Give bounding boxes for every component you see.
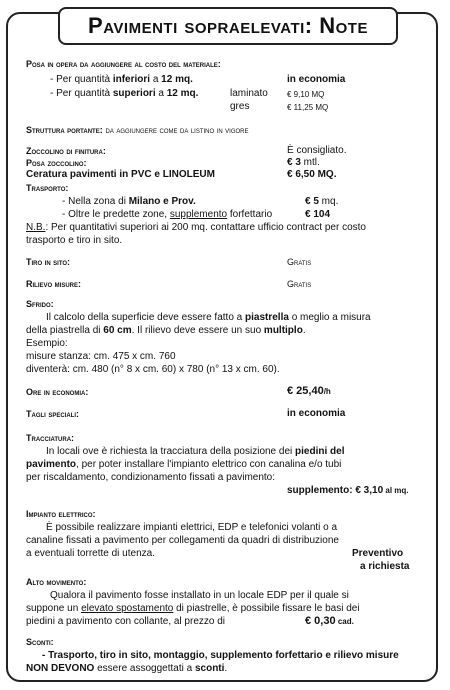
trasporto-line-2-post: forfettario <box>227 209 273 220</box>
struttura-heading: Struttura portante: <box>26 125 103 135</box>
sconti-line-2-post: . <box>224 663 228 674</box>
sfrido-line-3: Esempio: <box>26 338 68 349</box>
impianto-line-1: È possibile realizzare impianti elettrici, EDP e telefonici volanti o a <box>46 522 338 533</box>
posa-line-2-bold: superiori <box>112 88 156 99</box>
tagli-label: Tagli speciali: <box>26 409 79 419</box>
alto-price: € 0,30 <box>305 615 336 627</box>
tracciatura-line-1-bold: piedini del <box>295 446 345 457</box>
impianto-line-2: canaline fissati a pavimento per collegamenti da quadri di distribuzione <box>26 535 339 546</box>
posa-line-1 <box>50 74 193 86</box>
posa-zoccolino-value <box>287 157 320 169</box>
page-title: Pavimenti sopraelevati: Note <box>88 13 368 38</box>
sfrido-line-2-pre: della piastrella di <box>26 325 104 336</box>
title-box <box>58 7 398 45</box>
alto-line-2-underline: elevato spostamento <box>81 603 174 614</box>
sconti-line-2-bold: NON DEVONO <box>26 663 95 674</box>
tiro-value: Gratis <box>287 257 312 267</box>
trasporto-line-1-pre: - Nella zona di <box>62 196 129 207</box>
struttura-line <box>26 124 249 137</box>
tiro-label: Tiro in sito: <box>26 257 71 267</box>
tracciatura-heading: Tracciatura: <box>26 433 75 443</box>
zoccolino-label: Zoccolino di finitura: <box>26 146 106 156</box>
sfrido-line-4: misure stanza: cm. 475 x cm. 760 <box>26 351 176 362</box>
sfrido-line-5: diventerà: cm. 480 (n° 8 x cm. 60) x 780 (n° 13 x cm. 60). <box>26 364 280 375</box>
zoccolino-value: È consigliato. <box>287 145 347 156</box>
sfrido-line-2-post: . <box>302 325 306 336</box>
tracciatura-supp-unit: al mq. <box>383 486 409 495</box>
sfrido-line-1-pre: Il calcolo della superficie deve essere fatto a <box>46 312 245 323</box>
posa-line-1-pre: - Per quantità <box>50 74 113 85</box>
trasporto-line-1 <box>62 196 196 208</box>
struttura-text: da aggiungere come da listino in vigore <box>105 125 249 135</box>
rilievo-label: Rilievo misure: <box>26 279 82 289</box>
alto-line-2 <box>26 603 360 615</box>
trasporto-line-2-value: € 104 <box>305 209 331 220</box>
alto-line-1: Qualora il pavimento fosse installato in un locale EDP per il quale si <box>50 590 349 601</box>
posa-zoccolino-unit: mtl. <box>300 157 320 168</box>
trasporto-nb-2: trasporto e tiro in sito. <box>26 235 123 246</box>
sconti-heading: Sconti: <box>26 637 54 647</box>
trasporto-line-2 <box>62 209 272 221</box>
posa-gres-label: gres <box>230 101 250 112</box>
trasporto-line-2-pre: - Oltre le predette zone, <box>62 209 170 220</box>
trasporto-line-1-value <box>305 196 338 208</box>
tracciatura-supp-label: supplemento: <box>287 485 353 496</box>
trasporto-price-1: € 5 <box>305 196 319 207</box>
trasporto-unit-1: mq. <box>318 196 339 207</box>
posa-line-2-mid: a <box>155 88 167 99</box>
sconti-line-2-mid: essere assoggettati a <box>94 663 195 674</box>
alto-line-3: piedini a pavimento con collante, al prezzo di <box>26 616 226 627</box>
rilievo-value: Gratis <box>287 279 312 289</box>
sconti-line-2-bold-2: sconti <box>194 663 225 674</box>
sfrido-line-2-mid: . Il rilievo deve essere un suo <box>131 325 264 336</box>
trasporto-nb <box>26 222 366 234</box>
trasporto-line-2-underline: supplemento <box>169 209 228 220</box>
tracciatura-supplemento <box>287 485 409 497</box>
posa-line-2 <box>50 88 198 100</box>
posa-line-1-mid: a <box>150 74 162 85</box>
impianto-heading: Impianto elettrico: <box>26 509 96 519</box>
ore-price: € 25,40 <box>287 385 324 397</box>
sfrido-line-2-bold-2: multiplo <box>263 325 303 336</box>
posa-gres-price: € 11,25 MQ <box>287 103 329 112</box>
sfrido-heading: Sfrido: <box>26 299 54 309</box>
posa-heading: Posa in opera da aggiungere al costo del materiale: <box>26 59 221 69</box>
ceratura-value: € 6,50 MQ. <box>287 169 337 180</box>
alto-value <box>305 615 354 628</box>
tagli-value: in economia <box>287 408 346 419</box>
sconti-line-1: - Trasporto, tiro in sito, montaggio, supplemento forfettario e rilievo misure <box>42 650 399 661</box>
impianto-value-2: a richiesta <box>360 561 410 572</box>
posa-line-1-bold: inferiori <box>112 74 151 85</box>
posa-line-1-value: in economia <box>287 74 346 85</box>
posa-zoccolino-price: € 3 <box>287 157 301 168</box>
ore-value <box>287 385 331 398</box>
nb-text: : Per quantitativi superiori ai 200 mq. contattare ufficio contract per costo <box>45 222 366 233</box>
posa-laminato-label: laminato <box>230 88 268 99</box>
trasporto-line-1-bold: Milano e Prov. <box>128 196 196 207</box>
tracciatura-supp-value: € 3,10 <box>352 485 384 496</box>
nb-label: N.B. <box>26 222 46 233</box>
alto-line-2-post: di piastrelle, è possibile fissare le basi dei <box>173 603 360 614</box>
sfrido-line-1-post: o meglio a misura <box>288 312 371 323</box>
ore-label: Ore in economia: <box>26 387 89 397</box>
alto-unit: cad. <box>335 617 354 626</box>
posa-line-1-qty: 12 mq. <box>161 74 193 85</box>
ore-unit: /h <box>323 387 331 396</box>
sfrido-line-2-bold: 60 cm <box>103 325 132 336</box>
posa-zoccolino-label: Posa zoccolino: <box>26 158 87 168</box>
posa-line-2-pre: - Per quantità <box>50 88 113 99</box>
trasporto-heading: Trasporto: <box>26 183 69 193</box>
alto-line-2-pre: suppone un <box>26 603 82 614</box>
impianto-value-1: Preventivo <box>352 548 404 559</box>
tracciatura-line-1 <box>46 446 344 458</box>
sconti-line-2 <box>26 663 227 675</box>
tracciatura-line-1-pre: In locali ove è richiesta la tracciatura della posizione dei <box>46 446 296 457</box>
tracciatura-line-2 <box>26 459 341 471</box>
impianto-line-3: a eventuali torrette di utenza. <box>26 548 155 559</box>
sfrido-line-1-bold: piastrella <box>245 312 289 323</box>
tracciatura-line-2-post: , per poter installare l'impianto elettrico con canalina e/o tubi <box>76 459 342 470</box>
alto-heading: Alto movimento: <box>26 577 87 587</box>
posa-line-2-qty: 12 mq. <box>166 88 199 99</box>
tracciatura-line-3: per riscaldamento, condizionamento fissati a pavimento: <box>26 472 276 483</box>
sfrido-line-2 <box>26 325 306 337</box>
sfrido-line-1 <box>46 312 371 324</box>
posa-laminato-price: € 9,10 MQ <box>287 90 325 99</box>
tracciatura-line-2-bold: pavimento <box>26 459 77 470</box>
ceratura-label: Ceratura pavimenti in PVC e LINOLEUM <box>26 169 215 180</box>
